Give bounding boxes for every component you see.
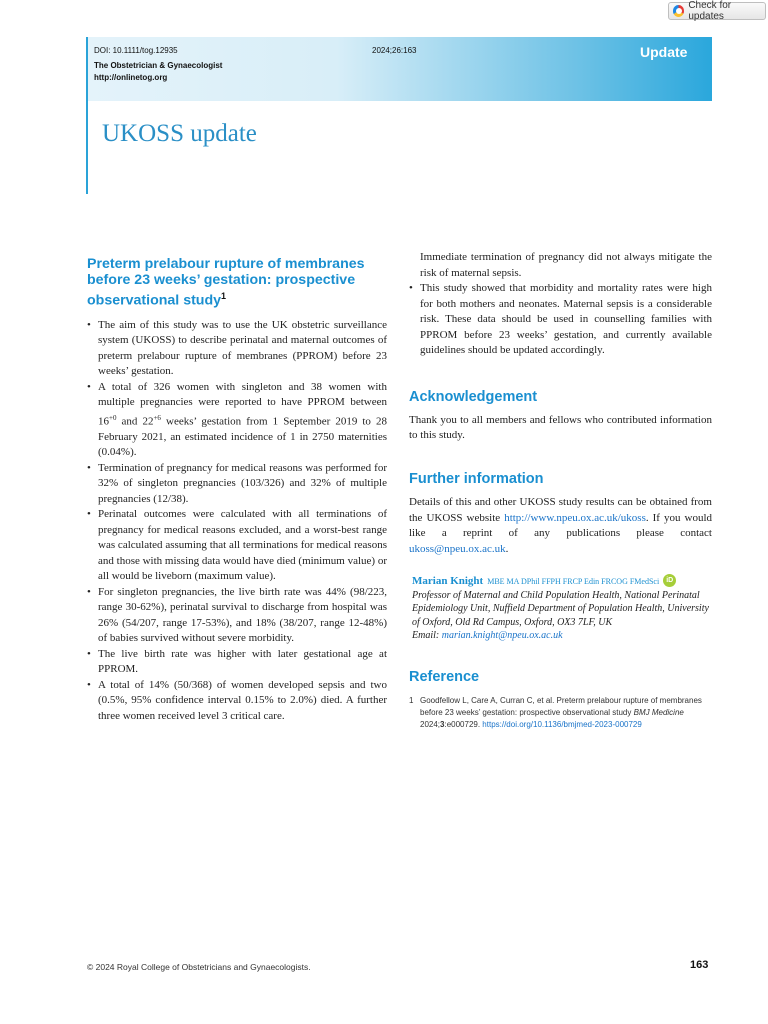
article-title: Preterm prelabour rupture of membranes before 23 weeks’ gestation: prospective observational study$^1$ xyxy=(87,256,365,309)
journal-url[interactable]: http://onlinetog.org xyxy=(94,73,168,82)
acknowledgement-heading: Acknowledgement xyxy=(409,388,538,405)
reference-number: 1 xyxy=(409,695,414,705)
further-information-heading: Further information xyxy=(409,471,544,488)
author-email-link[interactable]: marian.knight@npeu.ox.ac.uk xyxy=(441,630,563,642)
further-information-text: Details of this and other UKOSS study results can be obtained from the UKOSS website http://www.npeu.ox.ac.uk/ukoss. If you would like a reprint of any publications please contact ukoss@npeu.ox.ac.uk. xyxy=(409,496,713,555)
header-rule xyxy=(86,37,88,194)
volume-info: 2024;26:163 xyxy=(372,46,417,55)
list-item: • Perinatal outcomes were calculated with all terminations of pregnancy for medical reasons excluded, and a worst-best range was calculated assuming that all terminations for medical reasons and those with missing data would have died (minimum value) or all would be liveborn (maximum value). xyxy=(87,507,387,585)
author-name: Marian Knight xyxy=(412,574,484,587)
ukoss-email-link[interactable]: ukoss@npeu.ox.ac.uk xyxy=(409,542,506,555)
list-item: • This study showed that morbidity and mortality rates were high for both mothers and neonates. Maternal sepsis is a considerable risk. These data should be used in counselling families with PPROM before 23 weeks’ gestation, and currently available guidelines should be updated accordingly. xyxy=(409,281,712,359)
list-item: • The live birth rate was higher with later gestational age at PPROM. xyxy=(87,647,387,678)
author-email: Email: marian.knight@npeu.ox.ac.uk xyxy=(412,630,563,642)
page-title: UKOSS update xyxy=(102,120,257,147)
doi[interactable]: DOI: 10.1111/tog.12935 xyxy=(94,46,178,55)
list-item: • The aim of this study was to use the UK obstetric surveillance system (UKOSS) to describe perinatal and maternal outcomes of preterm prelabour rupture of membranes (PPROM) before 23 weeks’ gestation. xyxy=(87,318,387,380)
conclusion-list xyxy=(409,281,712,359)
page-number: 163 xyxy=(690,959,709,971)
reference-item: 1 Goodfellow L, Care A, Curran C, et al. Preterm prelabour rupture of membranes before 23 weeks’ gestation: prospective observational study BMJ Medicine 2024;3:e000729. https://doi.org/10.1136/bmjmed-2023-000729 xyxy=(409,695,702,729)
list-item: • A total of 326 women with singleton and 38 women with multiple pregnancies were reported to have PPROM between $16^{+0}$ and $22^{+6}$ weeks’ gestation from 1 September 2019 to 28 February 2021, an estimated incidence of 1 in 2750 maternities (0.04%). xyxy=(87,380,387,461)
reference-heading: Reference xyxy=(409,668,480,685)
journal-name: The Obstetrician & Gynaecologist xyxy=(94,61,223,70)
author-affiliation: Professor of Maternal and Child Population Health, National Perinatal Epidemiology Unit, Nuffield Department of Population Health, University of Oxford, Old Rd Campus, Oxford, OX3 7LF, UK xyxy=(412,589,709,628)
ukoss-website-link[interactable]: http://www.npeu.ox.ac.uk/ukoss xyxy=(504,511,646,524)
list-item: • Termination of pregnancy for medical reasons was performed for 32% of singleton pregnancies (103/326) and 32% of multiple pregnancies (12/38). xyxy=(87,461,387,508)
title-reference-marker[interactable]: 1 xyxy=(221,291,227,301)
acknowledgement-text: Thank you to all members and fellows who contributed information to this study. xyxy=(409,413,712,441)
author-block xyxy=(409,571,712,643)
list-item: • For singleton pregnancies, the live birth rate was 44% (98/223, range 30-62%), perinatal survival to discharge from hospital was 26% (54/207, range 17-53%), and 18% (38/207, range 12-48%) of babies survived without severe morbidity. xyxy=(87,585,387,647)
copyright: © 2024 Royal College of Obstetricians and Gynaecologists. xyxy=(87,962,311,972)
findings-list xyxy=(87,318,387,725)
section-label: Update xyxy=(640,44,688,60)
crossmark-icon xyxy=(673,5,684,17)
author-qualifications: MBE MA DPhil FFPH FRCP Edin FRCOG FMedSci xyxy=(487,576,660,586)
left-column xyxy=(87,256,387,724)
check-for-updates-label: Check for updates xyxy=(688,0,732,22)
continued-text: Immediate termination of pregnancy did not always mitigate the risk of maternal sepsis. xyxy=(420,251,712,279)
orcid-icon[interactable]: iD xyxy=(663,574,676,587)
right-column xyxy=(409,250,712,731)
list-item: • A total of 14% (50/368) of women developed sepsis and two (0.5%, 95% confidence interval 0.15% to 2.0%) died. A further three women received level 3 critical care. xyxy=(87,678,387,725)
check-for-updates-button[interactable] xyxy=(668,2,766,20)
reference-doi-link[interactable]: https://doi.org/10.1136/bmjmed-2023-000729 xyxy=(482,719,642,729)
